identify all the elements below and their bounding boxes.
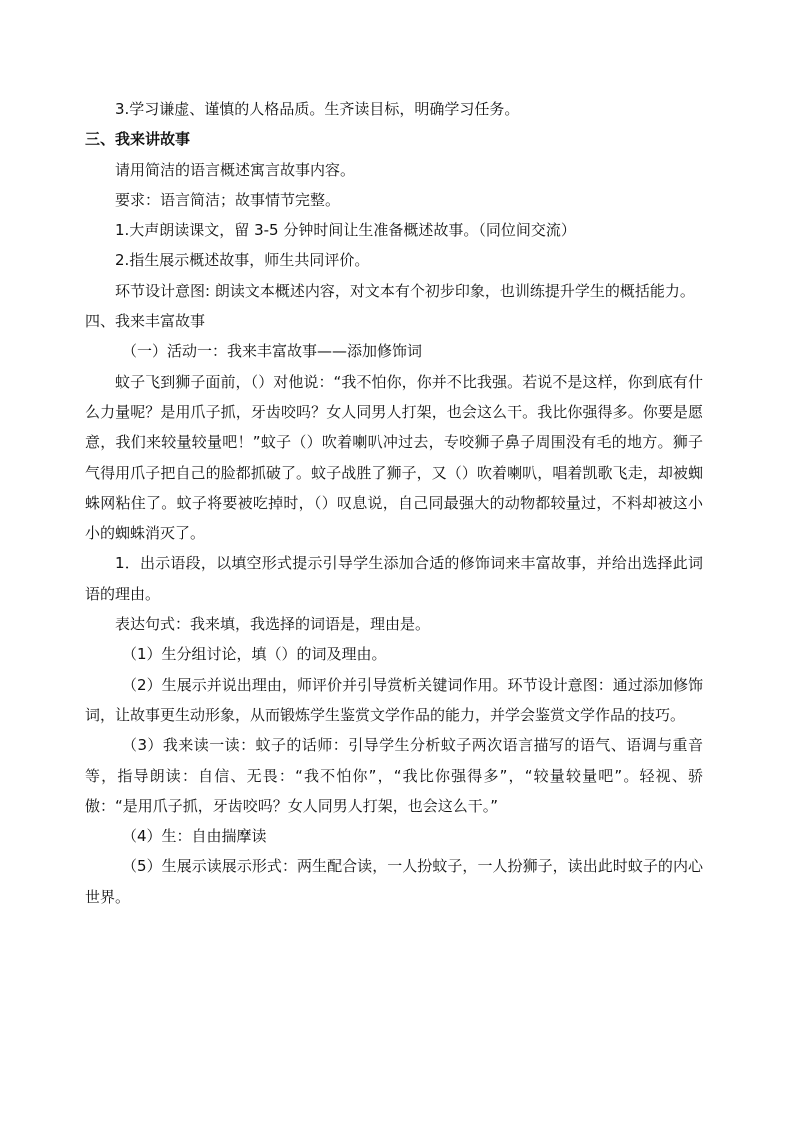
activity-1-heading: （一）活动一：我来丰富故事——添加修饰词 — [122, 342, 423, 361]
step-1-paragraph: 1.大声朗读课文，留 3-5 分钟时间让生准备概述故事。（同位间交流） — [115, 221, 576, 240]
expression-pattern-paragraph: 表达句式：我来填，我选择的词语是，理由是。 — [115, 615, 431, 634]
step-read-aloud-paragraph: （3）我来读一读：蚊子的话师：引导学生分析蚊子两次语言描写的语气、语调与重音等，指导朗读：自信、无畏：“我不怕你”，“我比你强得多”，“较量较量吧”。轻视、骄傲：“是用爪子抓，牙齿咬吗？女人同男人打架，也会这么干。” — [85, 736, 703, 815]
step-free-reading-paragraph: （4）生：自由揣摩读 — [122, 827, 267, 846]
document-body — [85, 94, 703, 912]
summary-instruction-paragraph: 请用简洁的语言概述寓言故事内容。 — [115, 160, 356, 179]
step-present-reason-paragraph: （2）生展示并说出理由，师评价并引导赏析关键词作用。环节设计意图：通过添加修饰词，让故事更生动形象，从而锻炼学生鉴赏文学作品的能力，并学会鉴赏文学作品的技巧。 — [85, 675, 703, 724]
objective-3-paragraph: 3.学习谦虚、谨慎的人格品质。生齐读目标，明确学习任务。 — [115, 100, 520, 118]
fable-text-paragraph: 蚊子飞到狮子面前，（）对他说：“我不怕你，你并不比我强。若说不是这样，你到底有什么力量呢？是用爪子抓，牙齿咬吗？女人同男人打架，也会这么干。我比你强得多。你要是愿意，我们来较量较量吧！”蚊子（）吹着喇叭冲过去，专咬狮子鼻子周围没有毛的地方。狮子气得用爪子把自己的脸都抓破了。蚊子战胜了狮子，又（）吹着喇叭，唱着凯歌飞走，却被蜘蛛网粘住了。蚊子将要被吃掉时，（）叹息说，自己同最强大的动物都较量过，不料却被这小小的蜘蛛消灭了。 — [85, 372, 703, 543]
requirement-paragraph: 要求：语言简洁；故事情节完整。 — [115, 190, 341, 209]
step-2-paragraph: 2.指生展示概述故事，师生共同评价。 — [115, 251, 370, 270]
section-heading-storytelling: 三、我来讲故事 — [85, 130, 191, 149]
step-show-reading-paragraph: （5）生展示读展示形式：两生配合读，一人扮蚊子，一人扮狮子，读出此时蚊子的内心世界。 — [85, 857, 703, 906]
design-intent-paragraph: 环节设计意图: 朗读文本概述内容，对文本有个初步印象，也训练提升学生的概括能力。 — [115, 281, 695, 300]
instruction-1-paragraph: 1．出示语段，以填空形式提示引导学生添加合适的修饰词来丰富故事，并给出选择此词语的理由。 — [85, 554, 703, 603]
step-group-discussion-paragraph: （1）生分组讨论，填（）的词及理由。 — [122, 645, 387, 664]
section-heading-enrich-story: 四、我来丰富故事 — [85, 312, 206, 331]
